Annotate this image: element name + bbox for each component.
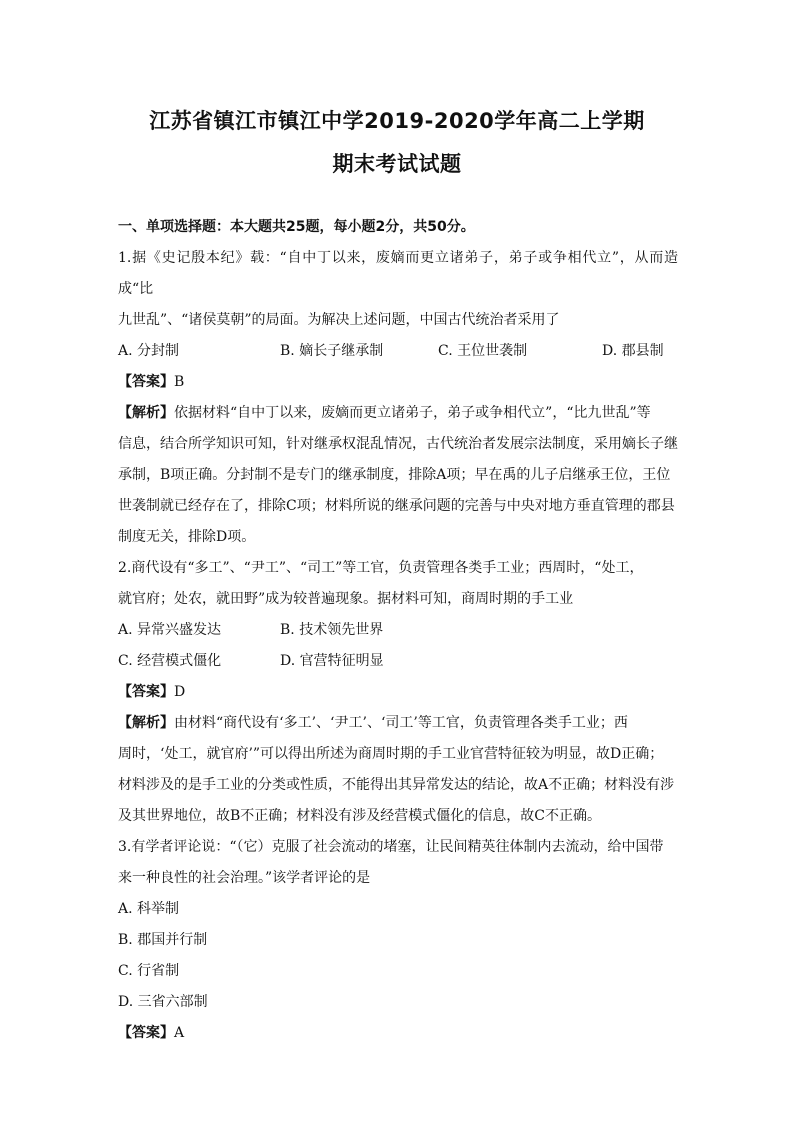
question-stem: 3.有学者评论说：“（它）克服了社会流动的堵塞，让民间精英往体制内去流动，给中国带 xyxy=(118,839,664,855)
analysis-text: 制度无关，排除D项。 xyxy=(118,529,256,545)
analysis-text: 承制，B项正确。分封制不是专门的继承制度，排除A项；早在禹的儿子启继承王位，王位 xyxy=(118,467,671,483)
question-stem: 就官府；处农，就田野”成为较普遍现象。据材料可知，商周时期的手工业 xyxy=(118,591,574,607)
question-1 xyxy=(118,243,678,553)
answer-label: 【答案】 xyxy=(118,374,174,390)
analysis-text: 世袭制就已经存在了，排除C项；材料所说的继承问题的完善与中央对地方垂直管理的郡县 xyxy=(118,498,675,514)
answer-label: 【答案】 xyxy=(118,1025,174,1041)
option-d: D. 三省六部制 xyxy=(118,994,208,1010)
answer-value: B xyxy=(174,374,185,390)
options-row xyxy=(118,615,678,646)
analysis-label: 【解析】 xyxy=(118,405,174,421)
question-stem: 九世乱”、“诸侯莫朝”的局面。为解决上述问题，中国古代统治者采用了 xyxy=(118,312,560,328)
analysis-text: 及其世界地位，故B不正确；材料没有涉及经营模式僵化的信息，故C不正确。 xyxy=(118,808,601,824)
option-b: B. 技术领先世界 xyxy=(280,622,384,638)
answer-line xyxy=(118,367,678,398)
option-b: B. 嫡长子继承制 xyxy=(280,343,384,359)
option-a: A. 科举制 xyxy=(118,901,180,917)
option-d: D. 官营特征明显 xyxy=(280,653,384,669)
analysis-text: 信息，结合所学知识可知，针对继承权混乱情况，古代统治者发展宗法制度，采用嫡长子继 xyxy=(118,436,678,452)
section-heading: 一、单项选择题：本大题共25题，每小题2分，共50分。 xyxy=(118,219,475,235)
analysis-line xyxy=(118,398,678,429)
option-d: D. 郡县制 xyxy=(602,343,664,359)
answer-line xyxy=(118,677,678,708)
options-row xyxy=(118,336,678,367)
document-title-line2: 期末考试试题 xyxy=(332,152,462,176)
answer-line xyxy=(118,1018,678,1049)
option-b: B. 郡国并行制 xyxy=(118,932,208,948)
analysis-text: 依据材料“自中丁以来，废嫡而更立诸弟子，弟子或争相代立”，“比九世乱”等 xyxy=(174,405,651,421)
question-2 xyxy=(118,553,678,832)
options-row xyxy=(118,646,678,677)
question-3 xyxy=(118,832,678,1049)
document-title-line1: 江苏省镇江市镇江中学2019-2020学年高二上学期 xyxy=(149,109,645,133)
analysis-text: 周时，‘处工，就官府’”可以得出所述为商周时期的手工业官营特征较为明显，故D正确； xyxy=(118,746,664,762)
option-c: C. 行省制 xyxy=(118,963,180,979)
analysis-text: 由材料“商代设有‘多工’、‘尹工’、‘司工’等工官，负责管理各类手工业；西 xyxy=(174,715,628,731)
option-a: A. 异常兴盛发达 xyxy=(118,622,222,638)
question-stem: 来一种良性的社会治理。”该学者评论的是 xyxy=(118,870,371,886)
document-body xyxy=(118,212,678,1049)
answer-label: 【答案】 xyxy=(118,684,174,700)
option-c: C. 王位世袭制 xyxy=(438,343,528,359)
question-stem: 2.商代设有“多工”、“尹工”、“司工”等工官，负责管理各类手工业；西周时，“处工， xyxy=(118,560,644,576)
answer-value: A xyxy=(174,1025,185,1041)
analysis-label: 【解析】 xyxy=(118,715,174,731)
analysis-line xyxy=(118,708,678,739)
option-a: A. 分封制 xyxy=(118,343,180,359)
answer-value: D xyxy=(174,684,186,700)
question-stem: 1.据《史记殷本纪》载：“自中丁以来，废嫡而更立诸弟子，弟子或争相代立”，从而造成“比 xyxy=(118,250,678,297)
analysis-text: 材料涉及的是手工业的分类或性质，不能得出其异常发达的结论，故A不正确；材料没有涉 xyxy=(118,777,675,793)
option-c: C. 经营模式僵化 xyxy=(118,653,222,669)
